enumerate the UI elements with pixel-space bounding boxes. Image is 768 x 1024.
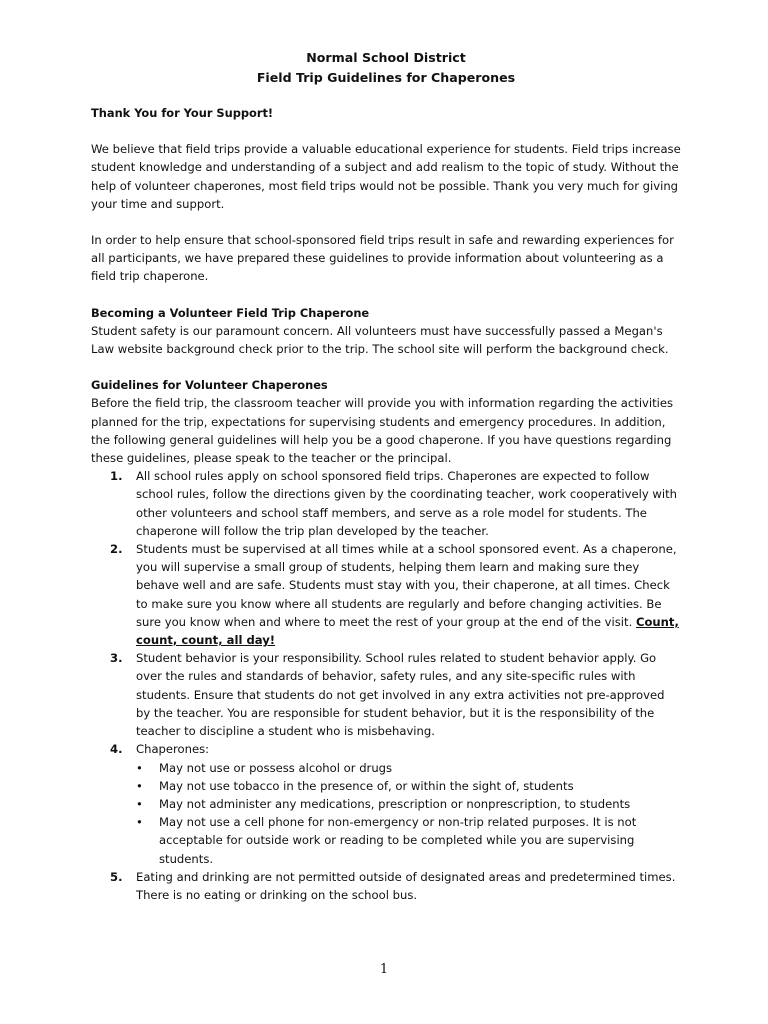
becoming-paragraph: Student safety is our paramount concern. All volunteers must have successfully passed a Megan's Law website background check prior to the trip. The school site will perform the background check. [91,323,669,357]
guideline-item [91,868,681,904]
document-page [91,48,681,904]
guideline-text: Students must be supervised at all times while at a school sponsored event. As a chaperone, you will supervise a small group of students, helping them learn and making sure they behave well and are safe. Students must stay with you, their chaperone, at all times. Check to make sure you know where all students are regularly and before changing activities. Be sure you know when and where to meet the rest of your group at the end of the visit. [136,542,677,629]
bullet-icon: • [136,778,143,793]
guideline-number: 3. [110,651,123,666]
thanks-heading: Thank You for Your Support! [91,106,274,120]
guideline-number: 1. [110,469,123,484]
thanks-paragraph-2: In order to help ensure that school-sponsored field trips result in safe and rewarding experiences for all participants, we have prepared these guidelines to provide information about volunteering as a field trip chaperone. [91,233,674,284]
count-emphasis: Count, count, count, all day! [136,614,679,648]
guideline-item [91,467,681,540]
chaperone-restrictions-list [136,759,681,868]
district-name: Normal School District [306,50,466,65]
list-item [136,813,681,868]
restriction-text: May not use or possess alcohol or drugs [159,760,393,775]
becoming-heading: Becoming a Volunteer Field Trip Chaperone [91,305,370,320]
bullet-icon: • [136,815,143,830]
guideline-text: Student behavior is your responsibility. School rules related to student behavior apply. Go over the rules and standards of behavior, safety rules, and any site-specific rules with students. Ensure that students do not get involved in any extra activities not pre-approved by the teacher. You are responsible for student behavior, but it is the responsibility of the teacher to discipline a student who is misbehaving. [136,651,665,739]
bullet-icon: • [136,760,143,775]
guideline-number: 4. [110,742,123,757]
list-item [136,759,681,777]
guidelines-heading: Guidelines for Volunteer Chaperones [91,378,328,393]
document-title: Field Trip Guidelines for Chaperones [256,70,516,85]
guideline-text: Chaperones: [136,742,210,757]
guideline-item [91,649,681,740]
restriction-text: May not use tobacco in the presence of, or within the sight of, students [159,778,574,793]
bullet-icon: • [136,796,143,811]
list-item [136,795,681,813]
guideline-text: Eating and drinking are not permitted outside of designated areas and predetermined times. There is no eating or drinking on the school bus. [136,869,676,902]
guidelines-list [91,467,681,904]
thanks-paragraph-1: We believe that field trips provide a valuable educational experience for students. Field trips increase student knowledge and understanding of a subject and add realism to the topic of study. Without the help of volunteer chaperones, most field trips would not be possible. Thank you very much for giving your time and support. [91,142,681,211]
guideline-text: All school rules apply on school sponsored field trips. Chaperones are expected to follow school rules, follow the directions given by the coordinating teacher, work cooperatively with other volunteers and school staff members, and serve as a role model for students. The chaperone will follow the trip plan developed by the teacher. [136,469,677,538]
guidelines-intro: Before the field trip, the classroom teacher will provide you with information regarding the activities planned for the trip, expectations for supervising students and emergency procedures. In addition, the following general guidelines will help you be a good chaperone. If you have questions regarding these guidelines, please speak to the teacher or the principal. [91,396,674,466]
restriction-text: May not administer any medications, prescription or nonprescription, to students [159,796,631,811]
restriction-text: May not use a cell phone for non-emergency or non-trip related purposes. It is not acceptable for outside work or reading to be completed while you are supervising students. [159,815,637,866]
guideline-item [91,740,681,867]
guideline-item [91,540,681,649]
guideline-number: 5. [110,869,123,884]
guideline-number: 2. [110,542,123,557]
page-number: 1 [379,962,389,977]
list-item [136,777,681,795]
